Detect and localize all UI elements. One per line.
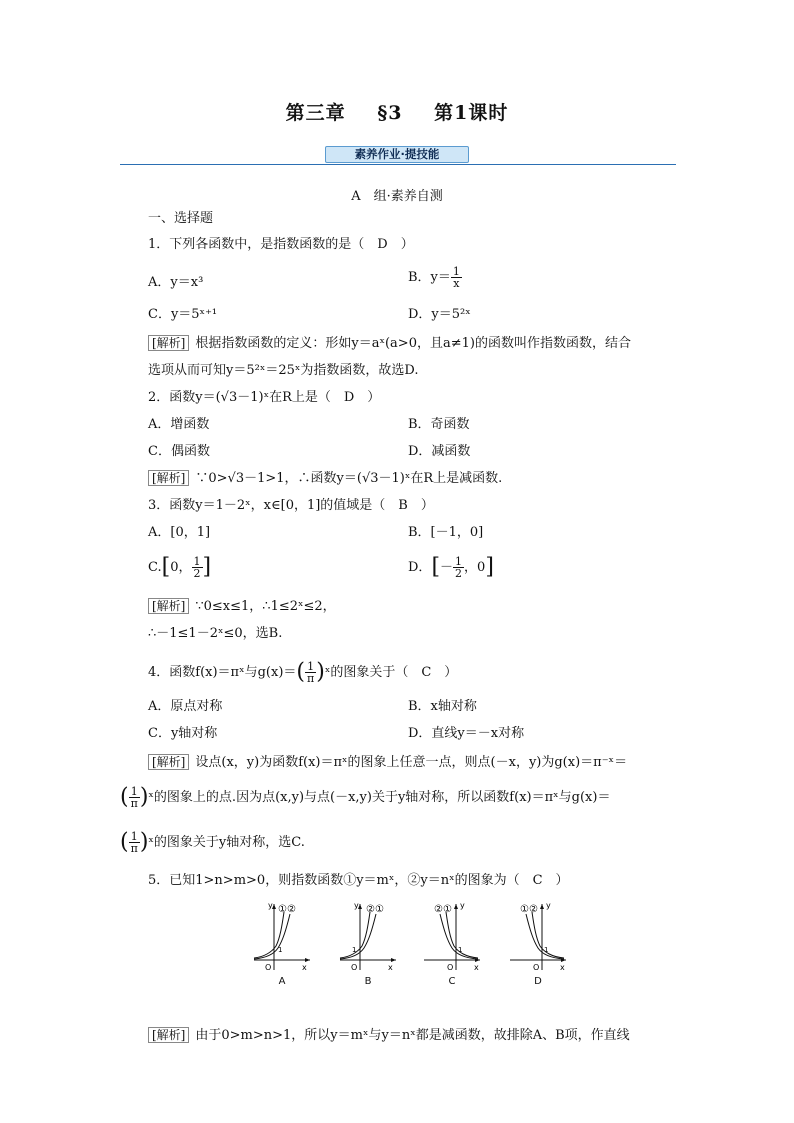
left-bracket: [ <box>431 554 441 580</box>
q4-analysis-text3: ˣ的图象关于y轴对称，选C. <box>148 835 305 850</box>
q3-analysis-text1: ∵0≤x≤1，∴1≤2ˣ≤2， <box>195 599 336 614</box>
figure-b-label: B <box>364 976 372 987</box>
axis-y-label: y <box>460 901 465 910</box>
q2-stem: 2．函数y＝(√3－1)ˣ在R上是（ D ） <box>148 390 381 405</box>
figure-b <box>336 900 400 988</box>
right-bracket: ] <box>202 554 212 580</box>
section-badge: 素养作业·提技能 <box>325 146 469 163</box>
curve-labels: ①② <box>520 904 538 915</box>
origin-label: O <box>351 963 358 972</box>
q3-option-d-tail: ，0 <box>464 560 486 575</box>
q4-analysis-line2 <box>120 786 610 809</box>
axis-x-label: x <box>560 963 565 972</box>
q1-analysis-text1: 根据指数函数的定义：形如y＝aˣ(a>0，且a≠1)的函数叫作指数函数，结合 <box>195 336 631 351</box>
q1-option-d: D．y＝5²ˣ <box>408 307 471 322</box>
one-label: 1 <box>278 946 283 954</box>
analysis-tag: [解析] <box>148 598 189 614</box>
origin-label: O <box>533 963 540 972</box>
q1-option-b-fraction <box>451 266 462 289</box>
q1-option-b-prefix: B．y＝ <box>408 270 451 285</box>
q4-analysis-line3 <box>120 831 305 854</box>
analysis-tag: [解析] <box>148 335 189 351</box>
axis-y-label: y <box>354 901 359 910</box>
figure-c <box>420 900 484 988</box>
figure-d-graph <box>506 900 570 976</box>
left-paren: ( <box>120 829 129 855</box>
figure-d-label: D <box>534 976 542 987</box>
q2-option-c: C．偶函数 <box>148 444 210 459</box>
q5-analysis-text1: 由于0>m>n>1，所以y＝mˣ与y＝nˣ都是减函数，故排除A、B项，作直线 <box>195 1028 630 1043</box>
q3-option-d <box>408 556 494 579</box>
section-title: §3 <box>377 102 403 124</box>
q5-stem: 5．已知1>n>m>0，则指数函数①y＝mˣ，②y＝nˣ的图象为（ C ） <box>148 873 569 888</box>
header-rule <box>120 164 676 165</box>
q3-analysis-line2: ∴－1≤1－2ˣ≤0，选B. <box>148 626 283 641</box>
left-paren: ( <box>296 659 306 685</box>
figure-c-label: C <box>448 976 456 987</box>
q4-option-a: A．原点对称 <box>148 699 223 714</box>
group-heading: A 组·素养自测 <box>351 189 443 204</box>
q3-option-d-minus: － <box>440 560 454 575</box>
q4-stem <box>148 661 457 684</box>
section-heading: 一、选择题 <box>148 211 214 226</box>
q2-option-d: D．减函数 <box>408 444 471 459</box>
origin-label: O <box>447 963 454 972</box>
fraction-numerator: 1 <box>193 555 201 568</box>
q1-option-b <box>408 266 462 289</box>
q1-option-c: C．y＝5ˣ⁺¹ <box>148 307 218 322</box>
q1-stem: 1．下列各函数中，是指数函数的是（ D ） <box>148 237 414 252</box>
q4-option-d: D．直线y＝－x对称 <box>408 726 525 741</box>
q4-analysis-fraction <box>129 786 140 809</box>
right-paren: ) <box>316 659 325 685</box>
q4-option-c: C．y轴对称 <box>148 726 218 741</box>
axis-x-label: x <box>474 963 479 972</box>
q3-option-c-prefix: C. <box>148 560 162 575</box>
left-paren: ( <box>120 784 129 810</box>
q3-option-c-text: 0， <box>170 560 192 575</box>
q3-option-d-prefix: D． <box>408 560 432 575</box>
q4-analysis-text1: 设点(x，y)为函数f(x)＝πˣ的图象上任意一点，则点(－x，y)为g(x)＝π⁻ˣ＝ <box>195 755 628 770</box>
fraction-numerator: 1 <box>129 831 140 843</box>
fraction-denominator: x <box>453 277 460 290</box>
fraction-denominator: π <box>130 842 138 855</box>
q4-analysis-text2: ˣ的图象上的点.因为点(x,y)与点(－x,y)关于y轴对称，所以函数f(x)＝πˣ与g(x)＝ <box>148 790 611 805</box>
q3-option-c-fraction <box>192 556 203 579</box>
q5-figures <box>250 900 570 990</box>
q3-option-d-fraction <box>453 556 464 579</box>
q1-analysis-line1 <box>148 335 631 353</box>
q4-analysis-line1 <box>148 754 627 772</box>
curve-labels: ①② <box>278 904 296 915</box>
right-paren: ) <box>139 829 149 855</box>
q3-option-a: A．[0，1] <box>148 525 211 540</box>
fraction-numerator: 1 <box>305 661 316 673</box>
origin-label: O <box>265 963 272 972</box>
q4-stem-fraction <box>305 661 316 684</box>
q2-option-a: A．增函数 <box>148 417 210 432</box>
q1-analysis-line2: 选项从而可知y＝5²ˣ＝25ˣ为指数函数，故选D. <box>148 363 419 378</box>
fraction-denominator: π <box>130 797 138 810</box>
left-bracket: [ <box>161 554 171 580</box>
analysis-tag: [解析] <box>148 754 189 770</box>
q5-analysis-line1 <box>148 1027 630 1045</box>
lesson-title: 第1课时 <box>434 102 509 124</box>
q4-analysis-fraction <box>129 831 140 854</box>
fraction-denominator: 2 <box>193 567 201 580</box>
right-bracket: ] <box>485 554 494 580</box>
q4-option-b: B．x轴对称 <box>408 699 477 714</box>
figure-a-label: A <box>278 976 286 987</box>
analysis-tag: [解析] <box>148 470 189 486</box>
fraction-denominator: 2 <box>455 567 463 580</box>
fraction-numerator: 1 <box>129 786 140 798</box>
q2-analysis-text1: ∵0>√3－1>1，∴函数y＝(√3－1)ˣ在R上是减函数. <box>195 471 503 486</box>
q3-stem: 3．函数y＝1－2ˣ，x∈[0，1]的值域是（ B ） <box>148 498 434 513</box>
axis-x-label: x <box>388 963 393 972</box>
fraction-numerator: 1 <box>452 265 460 278</box>
one-label: 1 <box>352 946 357 954</box>
analysis-tag: [解析] <box>148 1027 189 1043</box>
curve-labels: ②① <box>366 904 384 915</box>
one-label: 1 <box>458 946 463 954</box>
q2-option-b: B．奇函数 <box>408 417 470 432</box>
axis-y-label: y <box>546 901 551 910</box>
axis-y-label: y <box>268 901 273 910</box>
figure-a-graph <box>250 900 314 976</box>
figure-a <box>250 900 314 988</box>
q2-analysis-line1 <box>148 470 502 488</box>
figure-c-graph <box>420 900 484 976</box>
fraction-denominator: π <box>307 672 315 685</box>
fraction-numerator: 1 <box>455 555 463 568</box>
q3-option-c <box>148 556 211 579</box>
q1-option-a: A．y＝x³ <box>148 275 204 290</box>
figure-d <box>506 900 570 988</box>
curve-labels: ②① <box>434 904 452 915</box>
figure-b-graph <box>336 900 400 976</box>
axis-x-label: x <box>302 963 307 972</box>
q4-stem-pre: 4．函数f(x)＝πˣ与g(x)＝ <box>148 665 297 680</box>
q3-option-b: B．[－1，0] <box>408 525 484 540</box>
page-title <box>0 98 794 125</box>
q3-analysis-line1 <box>148 598 336 616</box>
chapter-title: 第三章 <box>285 102 346 124</box>
right-paren: ) <box>139 784 149 810</box>
q4-stem-post: ˣ的图象关于（ C ） <box>324 665 458 680</box>
one-label: 1 <box>544 946 549 954</box>
